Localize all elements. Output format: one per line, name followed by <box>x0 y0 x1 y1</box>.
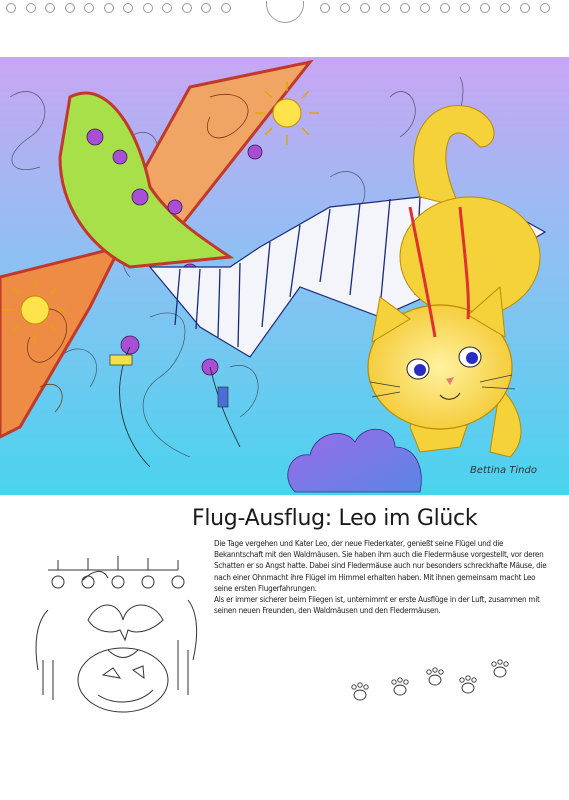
binder-rings <box>0 3 569 23</box>
paw-print-4 <box>460 676 476 693</box>
calendar-hanger <box>266 1 304 23</box>
binder-ring <box>201 3 211 13</box>
paw-print-5 <box>492 660 508 677</box>
binder-ring <box>500 3 510 13</box>
binder-ring <box>460 3 470 13</box>
binder-ring <box>360 3 370 13</box>
binder-ring <box>340 3 350 13</box>
bat-pumpkin-sketch <box>28 540 206 718</box>
main-illustration <box>0 57 569 495</box>
paragraph-1: Die Tage vergehen und Kater Leo, der neue Flederkater, genießt seine Flügel und die Bekanntschaft mit den Waldmäusen. Sie haben ihm auch die Fledermäuse vorgestellt, vor deren Schatten er so Angst hatte. Dabei sind Fledermäuse auch nur besonders schreckhafte Mäuse, die nach einer Ohnmacht ihre Flügel im Himmel erhalten haben. Mit ihnen gemeinsam macht Leo seine ersten Flugerfahrungen. <box>214 538 547 593</box>
binder-ring <box>84 3 94 13</box>
paw-print-1 <box>352 683 368 700</box>
binder-ring <box>45 3 55 13</box>
binder-ring <box>26 3 36 13</box>
binder-ring <box>143 3 153 13</box>
binder-ring <box>104 3 114 13</box>
binder-ring <box>480 3 490 13</box>
paw-print-2 <box>392 678 408 695</box>
binder-ring <box>320 3 330 13</box>
page-title: Flug-Ausflug: Leo im Glück <box>192 506 478 531</box>
binder-ring <box>182 3 192 13</box>
paw-prints <box>340 650 540 730</box>
artist-signature: Bettina Tindo <box>470 465 537 476</box>
story-text <box>214 538 554 616</box>
binder-ring <box>65 3 75 13</box>
binder-ring <box>440 3 450 13</box>
paw-print-3 <box>427 668 443 685</box>
binder-ring <box>162 3 172 13</box>
binder-ring <box>380 3 390 13</box>
binder-ring <box>520 3 530 13</box>
binder-ring <box>6 3 16 13</box>
binder-ring <box>221 3 231 13</box>
chandelier <box>48 556 178 570</box>
binder-ring <box>123 3 133 13</box>
binder-ring <box>540 3 550 13</box>
binder-ring <box>420 3 430 13</box>
bat <box>88 605 163 640</box>
binder-ring <box>400 3 410 13</box>
paragraph-2: Als er immer sicherer beim Fliegen ist, unternimmt er erste Ausflüge in der Luft, zusammen mit seinen neuen Freunden, den Waldmäusen und den Fledermäusen. <box>214 594 540 616</box>
